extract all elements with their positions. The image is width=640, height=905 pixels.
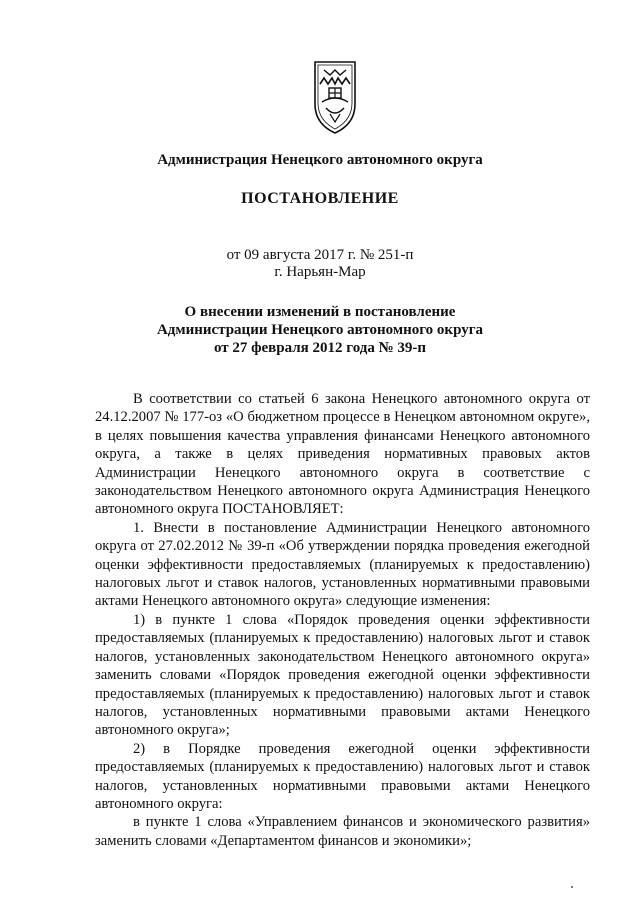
paragraph-subitem-2: 2) в Порядке проведения ежегодной оценки эффективности предоставляемых (планируемых к предоставлению) налоговых льгот и ставок налогов, установленных нормативными правовыми актами Ненецкого автономного округа: xyxy=(95,740,590,812)
paragraph-subitem-2-1: в пункте 1 слова «Управлением финансов и экономического развития» заменить словами «Департаментом финансов и экономики»; xyxy=(95,814,590,849)
subject-line-1: О внесении изменений в постановление xyxy=(184,304,456,320)
paragraph-preamble: В соответствии со статьей 6 закона Ненецкого автономного округа от 24.12.2007 № 177-оз «О бюджетном процессе в Ненецком автономном округе», в целях повышения качества управления финансами Ненецкого автономного округа, а также в целях приведения нормативных правовых актов Администрации Ненецкого автономного округа в соответствие с законодательством Ненецкого автономного округа Администрация Ненецкого автономного округа ПОСТАНОВЛЯЕТ: xyxy=(95,391,590,518)
paragraph-item-1: 1. Внести в постановление Администрации Ненецкого автономного округа от 27.02.2012 № 39-п «Об утверждении порядка проведения ежегодной оценки эффективности предоставляемых (планируемых к предоставлению) налоговых льгот и ставок налогов, установленных нормативными правовыми актами Ненецкого автономного округа» следующие изменения: xyxy=(95,519,590,610)
coat-of-arms-emblem xyxy=(312,58,358,136)
subject-line-2: Администрации Ненецкого автономного округа xyxy=(156,322,484,338)
scan-speck xyxy=(571,886,573,888)
document-body xyxy=(95,390,590,850)
paragraph-subitem-1: 1) в пункте 1 слова «Порядок проведения оценки эффективности предоставляемых (планируемых к предоставлению) налоговых льгот и ставок налогов, установленных законодательством Ненецкого автономного округа» заменить словами «Порядок проведения ежегодной оценки эффективности предоставляемых (планируемых к предоставлению) налоговых льгот и ставок налогов, установленных нормативными правовыми актами Ненецкого автономного округа»; xyxy=(95,611,590,739)
document-date-number: от 09 августа 2017 г. № 251-п xyxy=(226,247,414,263)
document-type: ПОСТАНОВЛЕНИЕ xyxy=(241,190,399,207)
agency-name: Администрация Ненецкого автономного округа xyxy=(157,152,483,168)
subject-line-3: от 27 февраля 2012 года № 39-п xyxy=(213,340,427,356)
document-city: г. Нарьян-Мар xyxy=(274,264,366,280)
